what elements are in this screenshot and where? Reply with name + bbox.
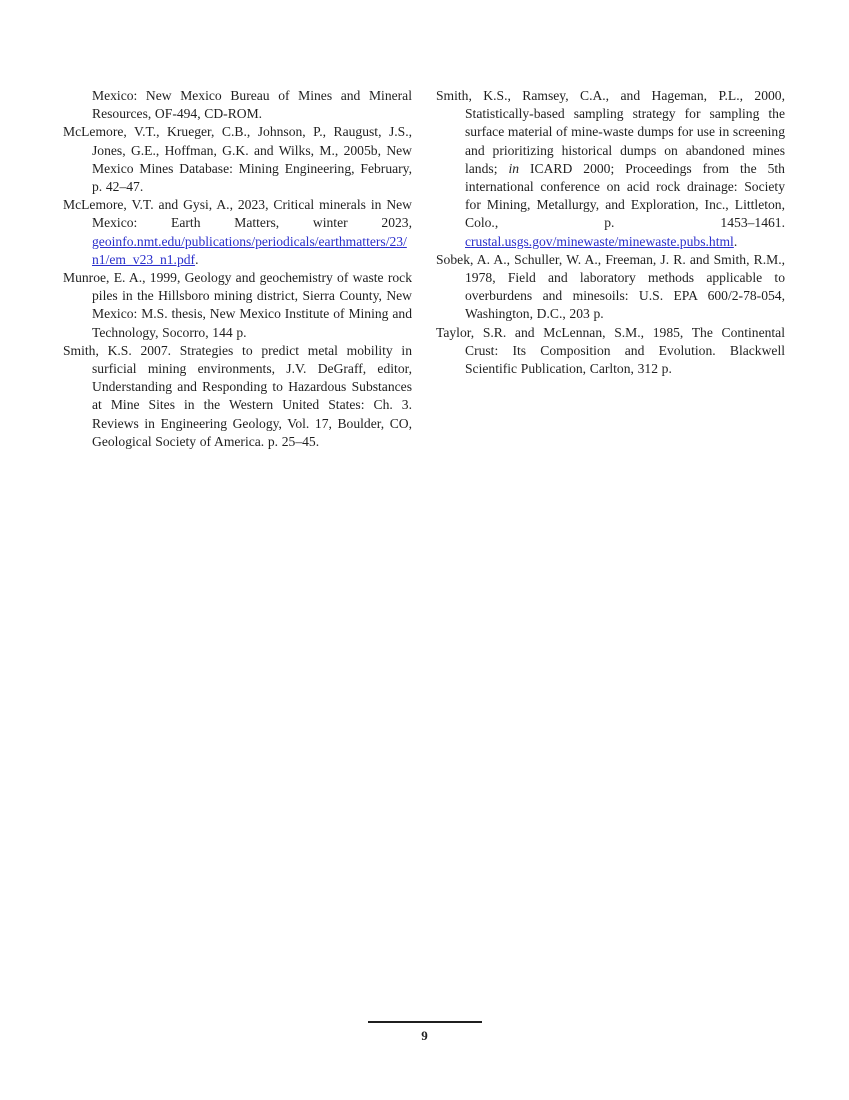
- references-column-right: [436, 87, 785, 451]
- reference-italic-text: in: [508, 160, 520, 176]
- reference-entry: [63, 269, 412, 342]
- reference-text: Munroe, E. A., 1999, Geology and geochemistry of waste rock piles in the Hillsboro mining district, Sierra County, New Mexico: M.S. thesis, New Mexico Institute of Mining and Technology, Socorro, 144 p.: [63, 270, 412, 340]
- reference-entry: [63, 87, 412, 123]
- reference-text: Taylor, S.R. and McLennan, S.M., 1985, The Continental Crust: Its Composition and Evolution. Blackwell Scientific Publication, Carlton, 312 p.: [436, 324, 785, 377]
- reference-text: McLemore, V.T. and Gysi, A., 2023, Critical minerals in New Mexico: Earth Matters, winter 2023,: [63, 197, 412, 231]
- reference-text: .: [195, 251, 199, 267]
- reference-text: .: [733, 233, 738, 249]
- references-column-left: [63, 87, 412, 451]
- reference-text: McLemore, V.T., Krueger, C.B., Johnson, P., Raugust, J.S., Jones, G.E., Hoffman, G.K. and Wilks, M., 2005b, New Mexico Mines Database: Mining Engineering, February, p. 42–47.: [63, 124, 412, 195]
- footer-rule: [368, 1021, 482, 1023]
- reference-link[interactable]: crustal.usgs.gov/minewaste/minewaste.pubs.html: [465, 233, 734, 249]
- page-footer: [0, 1021, 849, 1042]
- reference-text: ICARD 2000; Proceedings from the 5th international conference on acid rock drainage: Society for Mining, Metallurgy, and Exploration, Inc., Littleton, Colo., p. 1453–1461.: [465, 160, 785, 231]
- reference-entry: [63, 123, 412, 196]
- reference-text: Smith, K.S. 2007. Strategies to predict metal mobility in surficial mining environments, J.V. DeGraff, editor, Understanding and Responding to Hazardous Substances at Mine Sites in the Western United States: Ch. 3. Reviews in Engineering Geology, Vol. 17, Boulder, CO, Geological Society of America. p. 25–45.: [63, 342, 412, 449]
- reference-text: Sobek, A. A., Schuller, W. A., Freeman, J. R. and Smith, R.M., 1978, Field and laboratory methods applicable to overburdens and minesoils: U.S. EPA 600/2-78-054, Washington, D.C., 203 p.: [436, 251, 785, 322]
- references-section: [63, 87, 784, 451]
- reference-text: Smith, K.S., Ramsey, C.A., and Hageman, P.L., 2000, Statistically-based sampling strategy for sampling the surface material of mine-waste dumps for use in screening and prioritizing historical dumps on abandoned mines lands;: [436, 88, 786, 176]
- reference-entry: [436, 87, 785, 251]
- reference-text: Mexico: New Mexico Bureau of Mines and Mineral Resources, OF-494, CD-ROM.: [92, 88, 412, 122]
- reference-entry: [63, 196, 412, 269]
- page-number: 9: [421, 1028, 428, 1043]
- reference-entry: [436, 324, 785, 379]
- reference-link[interactable]: geoinfo.nmt.edu/publications/periodicals/earthmatters/23/n1/em_v23_n1.pdf: [92, 233, 407, 267]
- reference-entry: [63, 342, 412, 451]
- reference-entry: [436, 251, 785, 324]
